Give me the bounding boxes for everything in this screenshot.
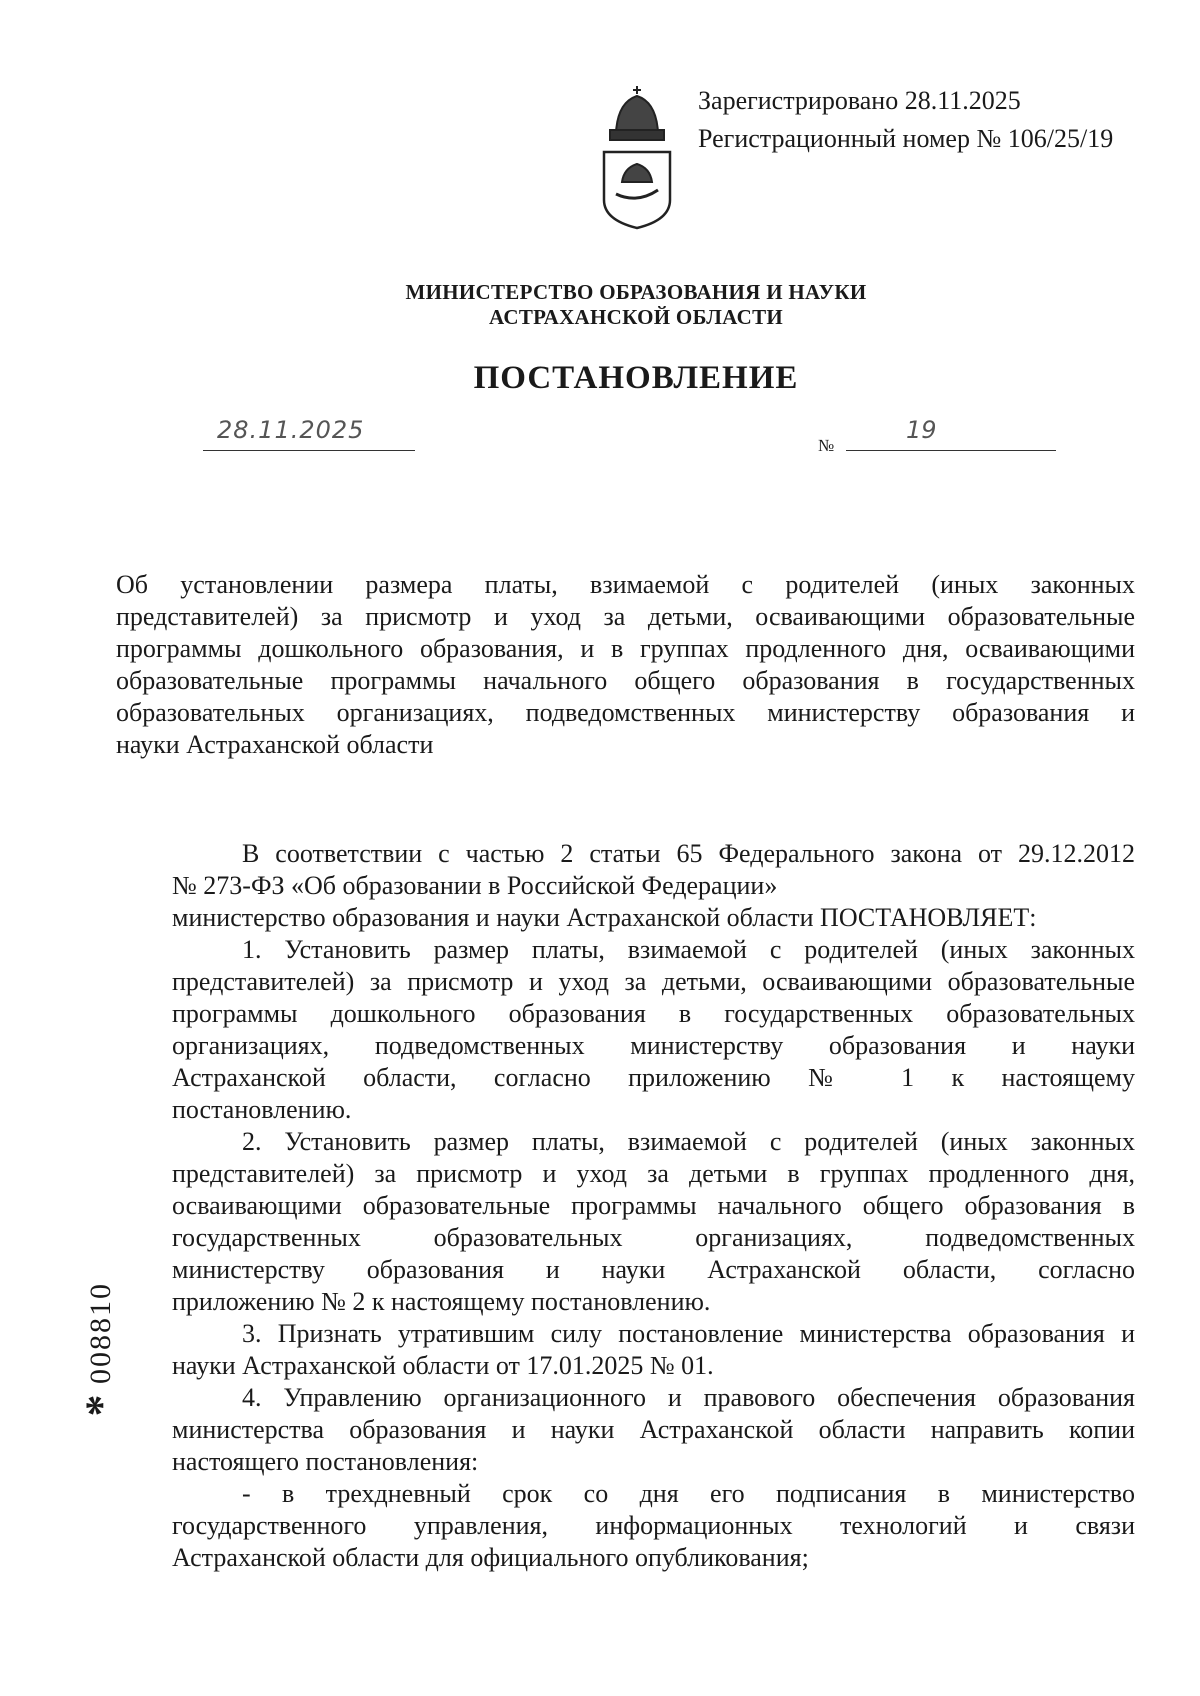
- body-line: государственного управления, информационных технологий и связи: [172, 1511, 1135, 1540]
- body-line: 2. Установить размер платы, взимаемой с родителей (иных законных: [242, 1127, 1135, 1156]
- ministry-name-line1: МИНИСТЕРСТВО ОБРАЗОВАНИЯ И НАУКИ: [405, 280, 867, 304]
- body-line: настоящего постановления:: [172, 1447, 479, 1476]
- body-line: В соответствии с частью 2 статьи 65 Федерального закона от 29.12.2012: [242, 839, 1135, 868]
- subject-line: образовательные программы начального общего образования в государственных: [116, 666, 1135, 695]
- body-line: № 273-ФЗ «Об образовании в Российской Федерации»: [172, 871, 778, 900]
- body-line: 1. Установить размер платы, взимаемой с родителей (иных законных: [242, 935, 1135, 964]
- subject-line: науки Астраханской области: [116, 730, 434, 759]
- body-line: 4. Управлению организационного и правового обеспечения образования: [242, 1383, 1135, 1412]
- document-number-handwritten: 19: [906, 416, 937, 444]
- body-line: представителей) за присмотр и уход за детьми в группах продленного дня,: [172, 1159, 1135, 1188]
- registration-date: Зарегистрировано 28.11.2025: [698, 86, 1021, 115]
- body-line: постановлению.: [172, 1095, 352, 1124]
- ministry-name-line2: АСТРАХАНСКОЙ ОБЛАСТИ: [488, 305, 784, 329]
- document-date-field: [203, 416, 415, 451]
- body-line: государственных образовательных организациях, подведомственных: [172, 1223, 1135, 1252]
- document-date-handwritten: 28.11.2025: [217, 416, 365, 444]
- side-asterisk-mark: *: [76, 1394, 126, 1417]
- coat-of-arms-emblem: [596, 82, 678, 232]
- subject-line: программы дошкольного образования, и в группах продленного дня, осваивающими: [116, 634, 1135, 663]
- side-serial-stamp: 008810: [84, 1282, 117, 1384]
- document-title: ПОСТАНОВЛЕНИЕ: [473, 360, 799, 396]
- subject-line: Об установлении размера платы, взимаемой с родителей (иных законных: [116, 570, 1135, 599]
- body-line: Астраханской области, согласно приложению № 1 к настоящему: [172, 1063, 1135, 1092]
- body-line: 3. Признать утратившим силу постановление министерства образования и: [242, 1319, 1135, 1348]
- body-line: министерства образования и науки Астраханской области направить копии: [172, 1415, 1135, 1444]
- body-line: министерство образования и науки Астраханской области ПОСТАНОВЛЯЕТ:: [172, 903, 1037, 932]
- body-line: науки Астраханской области от 17.01.2025 № 01.: [172, 1351, 714, 1380]
- body-line: программы дошкольного образования в государственных образовательных: [172, 999, 1135, 1028]
- body-line: - в трехдневный срок со дня его подписания в министерство: [242, 1479, 1135, 1508]
- body-line: Астраханской области для официального опубликования;: [172, 1543, 809, 1572]
- body-line: организациях, подведомственных министерству образования и науки: [172, 1031, 1135, 1060]
- body-line: осваивающими образовательные программы начального общего образования в: [172, 1191, 1135, 1220]
- subject-line: представителей) за присмотр и уход за детьми, осваивающими образовательные: [116, 602, 1135, 631]
- body-line: министерству образования и науки Астраханской области, согласно: [172, 1255, 1135, 1284]
- document-number-field: [846, 416, 1056, 451]
- document-number-label: №: [818, 436, 835, 455]
- subject-line: образовательных организациях, подведомственных министерству образования и: [116, 698, 1135, 727]
- body-line: представителей) за присмотр и уход за детьми, осваивающими образовательные: [172, 967, 1135, 996]
- body-line: приложению № 2 к настоящему постановлению.: [172, 1287, 711, 1316]
- registration-number: Регистрационный номер № 106/25/19: [698, 124, 1114, 153]
